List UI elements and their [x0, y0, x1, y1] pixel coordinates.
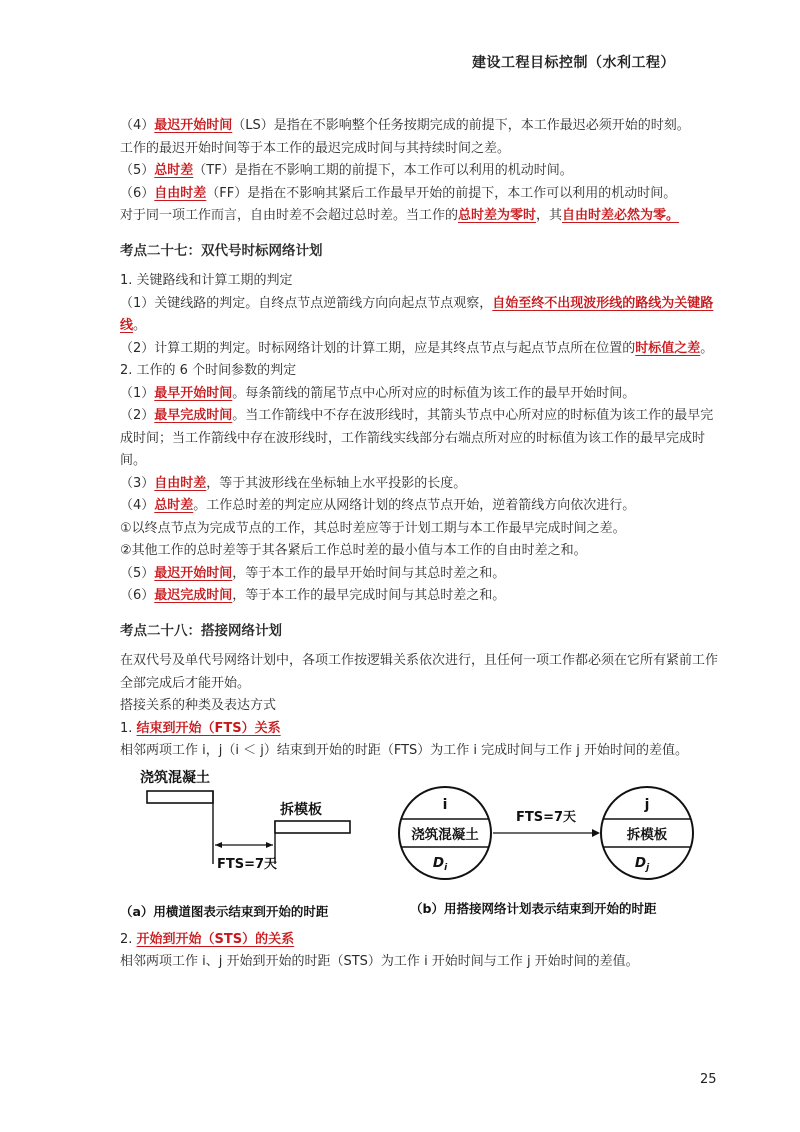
text: 。每条箭线的箭尾节点中心所对应的时标值为该工作的最早开始时间。	[232, 385, 636, 401]
text: 。当工作箭线中不存在波形线时，其箭头节点中心所对应的时标值为该工作的最早完成时间；当工作箭线中存在波形线时，工作箭线实线部分右端点所对应的时标值为该工作的最早完成时间。	[120, 408, 714, 468]
highlight: 时标值之差	[635, 340, 701, 356]
text: （TF）是指在不影响工期的前提下，本工作可以利用的机动时间。	[193, 163, 573, 178]
highlight: 最早开始时间	[154, 385, 233, 401]
fts-figure	[120, 769, 725, 929]
para-ls-2: 工作的最迟开始时间等于本工作的最迟完成时间与其持续时间之差。	[120, 140, 511, 156]
para-relation	[120, 205, 725, 228]
item-number: （5）	[120, 163, 155, 178]
text: 。工作总时差的判定应从网络计划的终点节点开始，逆着箭线方向依次进行。	[193, 498, 636, 513]
text: （1）关键线路的判定。自终点节点逆箭线方向向起点节点观察，	[120, 295, 493, 311]
bar-task2	[275, 821, 350, 833]
highlight: 总时差为零时	[458, 208, 537, 223]
para-duration	[120, 338, 725, 361]
node-j-duration: $D_j$	[634, 854, 650, 873]
arrow-right-icon	[266, 842, 273, 848]
running-header: 建设工程目标控制（水利工程）	[472, 55, 675, 71]
text: （2）计算工期的判定。时标网络计划的计算工期，应是其终点节点与起点节点所在位置的	[120, 340, 636, 356]
para-p4-ii: ②其他工作的总时差等于其各紧后工作总时差的最小值与本工作的自由时差之和。	[120, 543, 587, 558]
highlight: 自由时差	[154, 475, 207, 491]
highlight: 总时差	[154, 498, 194, 513]
para-p1	[120, 383, 725, 406]
highlight: 开始到开始（STS）的关系	[136, 931, 295, 947]
para-intro: 在双代号及单代号网络计划中，各项工作按逻辑关系依次进行，且任何一项工作都必须在它所有紧前工作全部完成后才能开始。	[120, 653, 719, 691]
subheading-fts	[120, 718, 725, 741]
term-ff: 自由时差	[154, 185, 207, 201]
caption-b: （b）用搭接网络计划表示结束到开始的时距	[410, 900, 657, 916]
item-number: （6）	[120, 185, 155, 201]
bar-label-task1: 浇筑混凝土	[140, 769, 210, 786]
item-number: （4）	[120, 118, 155, 133]
text: ，等于本工作的最早完成时间与其总时差之和。	[232, 588, 506, 603]
node-i-duration: $D_i$	[432, 854, 448, 873]
text: ，其	[536, 208, 563, 223]
para-p6	[120, 585, 725, 608]
subheading-2: 2. 工作的 6 个时间参数的判定	[120, 363, 297, 378]
para-sts-desc: 相邻两项工作 i、j 开始到开始的时距（STS）为工作 i 开始时间与工作 j 开始时间的差值。	[120, 954, 639, 969]
text: （LS）是指在不影响整个任务按期完成的前提下，本工作最迟必须开始的时刻。	[232, 118, 690, 133]
item-number: （6）	[120, 588, 155, 603]
text: ，等于本工作的最早开始时间与其总时差之和。	[232, 565, 506, 581]
lag-label-a: FTS=7天	[217, 856, 278, 872]
item-number: （5）	[120, 565, 155, 581]
diagram-a	[120, 769, 350, 919]
lag-label-b: FTS=7天	[515, 809, 577, 825]
para-p4	[120, 495, 725, 518]
node-i-label: i	[442, 796, 448, 813]
para-p2	[120, 405, 725, 473]
caption-a: （a）用横道图表示结束到开始的时距	[120, 903, 329, 919]
text: （FF）是指在不影响其紧后工作最早开始的前提下，本工作可以利用的机动时间。	[206, 185, 677, 201]
item-number: 2.	[120, 931, 137, 947]
para-tf	[120, 160, 725, 183]
item-number: （3）	[120, 475, 155, 491]
item-number: （2）	[120, 408, 155, 423]
bar-label-task2: 拆模板	[280, 801, 322, 818]
para-ff	[120, 183, 725, 206]
node-j-label: j	[644, 796, 650, 813]
node-j-task: 拆模板	[626, 826, 668, 843]
para-p5	[120, 563, 725, 586]
term-tf: 总时差	[154, 163, 194, 178]
item-number: （4）	[120, 498, 155, 513]
arrow-left-icon	[215, 842, 222, 848]
item-number: 1.	[120, 720, 137, 736]
highlight: 自始至终不出现波形线的路线为关	[492, 295, 688, 311]
text: 对于同一项工作而言，自由时差不会超过总时差。当工作的	[120, 208, 459, 223]
highlight: 最迟完成时间	[154, 588, 233, 603]
text: 。	[700, 340, 714, 356]
para-ls	[120, 115, 725, 138]
para-p3	[120, 473, 725, 496]
page-number: 25	[700, 1072, 717, 1087]
highlight: 键路线	[120, 295, 714, 333]
bar-task1	[147, 791, 213, 803]
para-p4-i: ①以终点节点为完成节点的工作，其总时差应等于计划工期与本工作最早完成时间之差。	[120, 520, 626, 536]
node-i-task: 浇筑混凝土	[411, 826, 479, 843]
page-body	[120, 115, 725, 974]
fts-diagrams	[120, 769, 725, 929]
para-kinds: 搭接关系的种类及表达方式	[120, 698, 277, 713]
highlight: 自由时差必然为零。	[562, 208, 680, 223]
section-heading-27: 考点二十七：双代号时标网络计划	[120, 242, 323, 259]
item-number: （1）	[120, 385, 155, 401]
term-ls: 最迟开始时间	[154, 118, 233, 133]
text: 。	[133, 318, 147, 333]
section-heading-28: 考点二十八：搭接网络计划	[120, 622, 282, 639]
para-fts-desc: 相邻两项工作 i，j（i ＜ j）结束到开始的时距（FTS）为工作 i 完成时间与工作 j 开始时间的差值。	[120, 743, 689, 758]
subheading-1: 1. 关键路线和计算工期的判定	[120, 273, 293, 288]
para-critical-path	[120, 293, 725, 338]
arrow-head-icon	[592, 829, 600, 837]
highlight: 结束到开始（FTS）关系	[136, 720, 281, 736]
highlight: 最迟开始时间	[154, 565, 233, 581]
text: ，等于其波形线在坐标轴上水平投影的长度。	[206, 475, 467, 491]
diagram-b	[399, 787, 693, 916]
subheading-sts	[120, 929, 725, 952]
highlight: 最早完成时间	[154, 408, 233, 423]
